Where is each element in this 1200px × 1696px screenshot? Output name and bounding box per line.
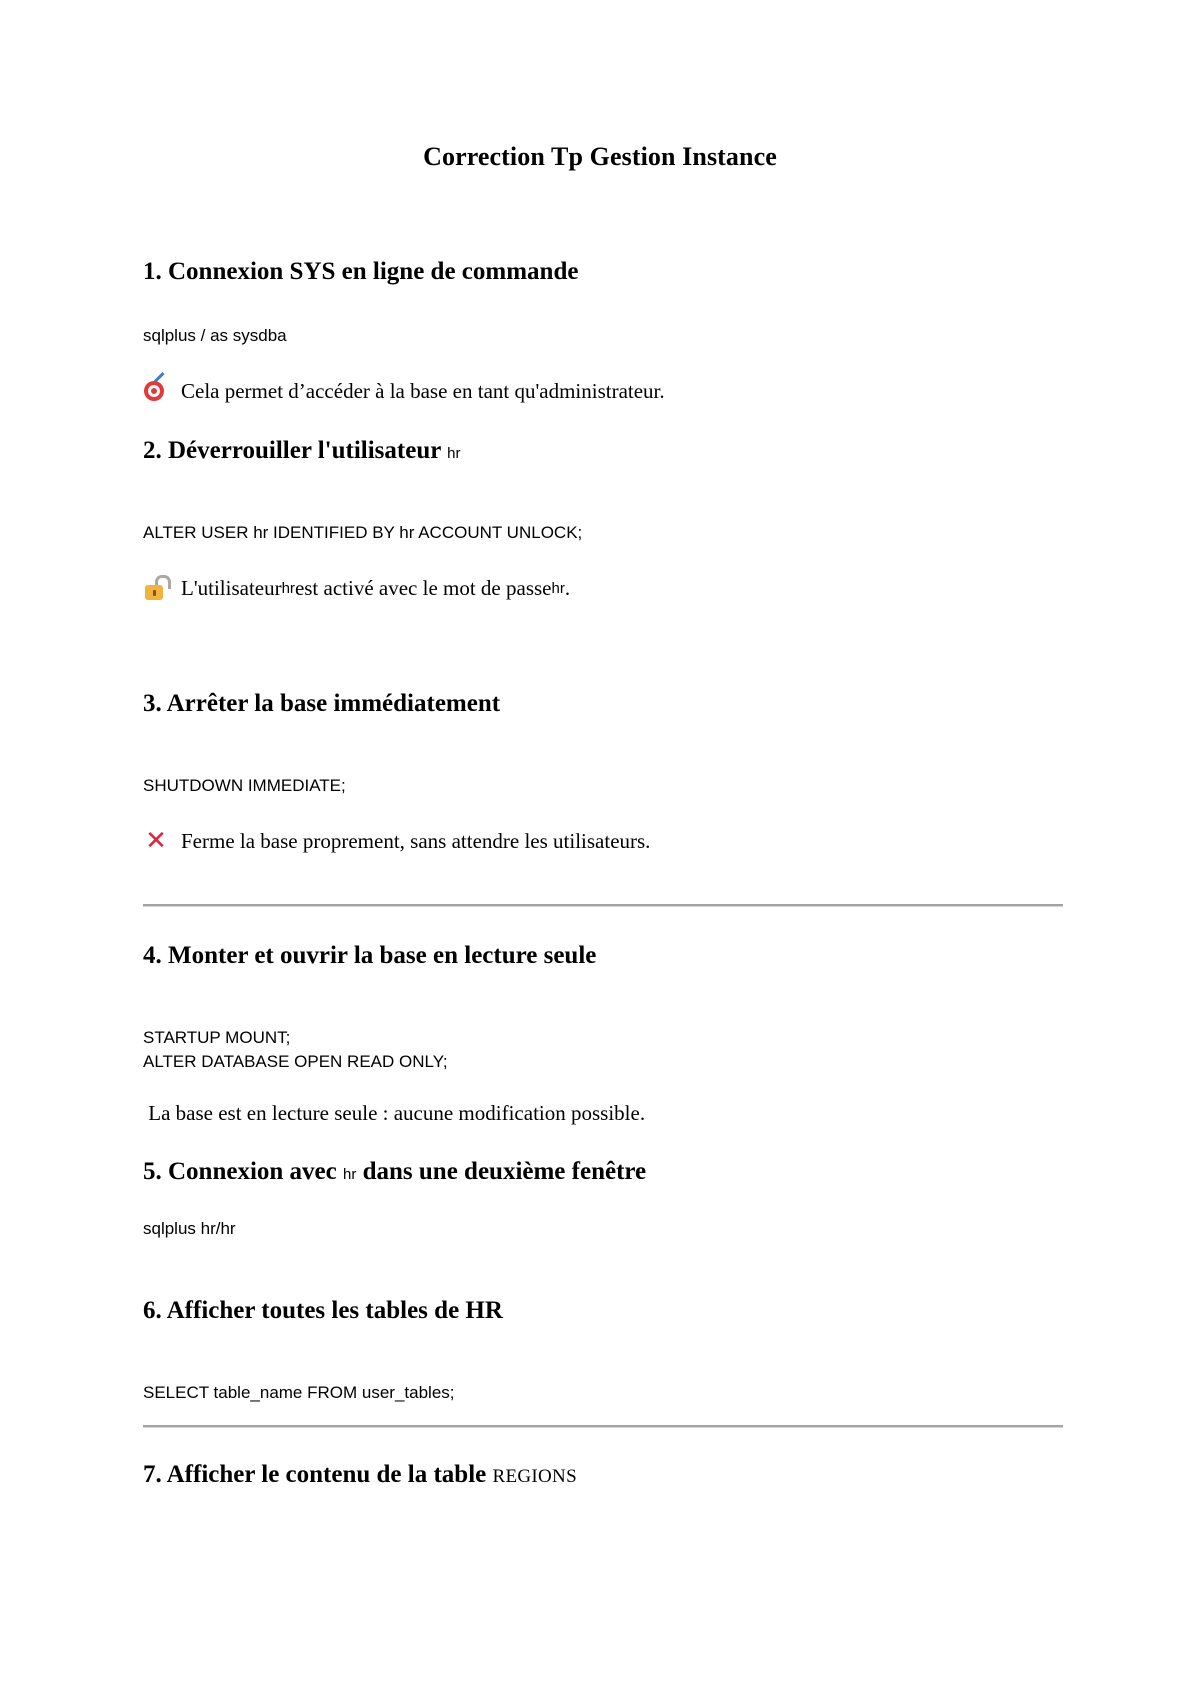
section-2-note-post: . — [564, 575, 571, 600]
section-2-note-mid: est activé avec le mot de passe — [294, 575, 552, 600]
section-2-heading-text: 2. Déverrouiller l'utilisateur — [143, 437, 448, 464]
section-1-heading: 1. Connexion SYS en ligne de commande — [143, 258, 579, 285]
section-2-heading-code: hr — [447, 445, 461, 462]
section-2-heading — [143, 437, 460, 465]
section-1-note-text: Cela permet d’accéder à la base en tant qu'administrateur. — [181, 378, 665, 403]
section-2-code: ALTER USER hr IDENTIFIED BY hr ACCOUNT UNLOCK; — [143, 523, 583, 542]
section-4-note-text: La base est en lecture seule : aucune modification possible. — [143, 1101, 646, 1125]
section-2-note-code-user: hr — [281, 579, 295, 597]
section-3-heading: 3. Arrêter la base immédiatement — [143, 690, 501, 717]
section-1-note — [143, 378, 665, 404]
section-5-code: sqlplus hr/hr — [143, 1219, 236, 1238]
section-6-heading: 6. Afficher toutes les tables de HR — [143, 1297, 503, 1324]
section-1-code: sqlplus / as sysdba — [143, 326, 287, 345]
section-4-heading: 4. Monter et ouvrir la base en lecture seule — [143, 942, 597, 969]
cross-mark-icon: ✕ — [145, 826, 167, 856]
section-3-note-text: Ferme la base proprement, sans attendre les utilisateurs. — [181, 828, 651, 853]
section-3-note — [143, 828, 650, 854]
section-4-note — [143, 1101, 645, 1126]
section-2-note-pre: L'utilisateur — [181, 575, 282, 600]
horizontal-divider — [143, 904, 1063, 907]
unlocked-padlock-icon — [143, 575, 169, 601]
horizontal-divider — [143, 1425, 1063, 1428]
section-4-code-line-1: STARTUP MOUNT; — [143, 1028, 291, 1047]
section-7-heading-code: REGIONS — [492, 1466, 577, 1487]
section-6-code: SELECT table_name FROM user_tables; — [143, 1383, 455, 1402]
section-4-code-line-2: ALTER DATABASE OPEN READ ONLY; — [143, 1052, 448, 1071]
section-5-heading — [143, 1158, 646, 1186]
section-5-heading-pre: 5. Connexion avec — [143, 1158, 343, 1185]
section-2-note — [143, 575, 570, 601]
document-title: Correction Tp Gestion Instance — [423, 142, 777, 171]
section-7-heading-text: 7. Afficher le contenu de la table — [143, 1461, 493, 1488]
section-2-note-code-password: hr — [551, 579, 565, 597]
section-5-heading-post: dans une deuxième fenêtre — [356, 1158, 647, 1185]
target-icon — [143, 378, 169, 404]
section-5-heading-code: hr — [343, 1166, 357, 1183]
section-3-code: SHUTDOWN IMMEDIATE; — [143, 776, 346, 795]
section-7-heading — [143, 1461, 577, 1489]
